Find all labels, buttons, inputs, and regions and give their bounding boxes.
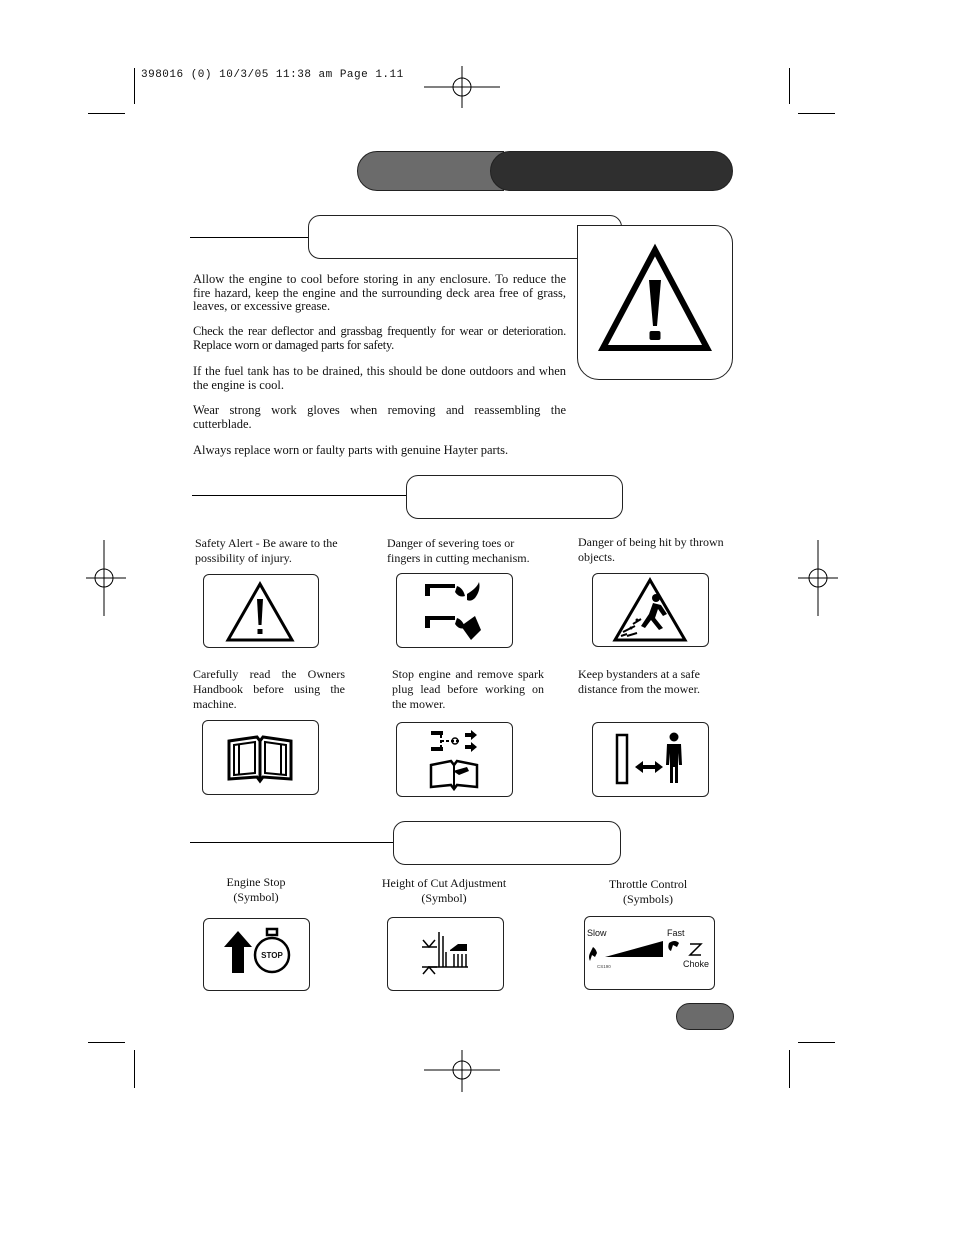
symbol-caption: Danger of severing toes or fingers in cutting mechanism.: [387, 536, 530, 565]
bystander-distance-icon: [592, 722, 709, 797]
registration-mark-icon: [798, 540, 838, 616]
print-slug: 398016 (0) 10/3/05 11:38 am Page 1.11: [141, 69, 404, 81]
crop-mark: [798, 1042, 835, 1043]
symbol-caption: [196, 875, 316, 905]
page-number-pill: [676, 1003, 734, 1030]
height-of-cut-icon: [387, 917, 504, 991]
stop-label: STOP: [261, 951, 283, 960]
open-book-icon: [202, 720, 319, 795]
throttle-code-label: CS190: [597, 964, 611, 969]
paragraph: Check the rear deflector and grassbag frequently for wear or deterioration. Replace worn or damaged parts for safety.: [193, 324, 566, 352]
header-tab-left: [357, 151, 504, 191]
crop-mark: [88, 1042, 125, 1043]
header-tab-right: [490, 151, 733, 191]
crop-mark: [798, 113, 835, 114]
caption-line: (Symbols): [622, 892, 673, 906]
thrown-objects-icon: [592, 573, 709, 647]
throttle-slow-label: Slow: [587, 928, 607, 938]
symbol-caption: [364, 876, 524, 906]
crop-mark: [88, 113, 125, 114]
crop-mark: [134, 1050, 135, 1088]
registration-mark-icon: [86, 540, 126, 616]
section-heading-box: [393, 821, 621, 865]
caption-line: (Symbol): [421, 891, 467, 905]
caption-line: (Symbol): [233, 890, 279, 904]
paragraph: Wear strong work gloves when removing and reassembling the cutterblade.: [193, 403, 566, 431]
crop-mark: [789, 1050, 790, 1088]
symbol-caption: Danger of being hit by thrown objects.: [578, 535, 724, 564]
registration-mark-icon: [424, 1050, 500, 1092]
symbol-caption: Stop engine and remove spark plug lead before working on the mower.: [392, 667, 544, 711]
symbol-caption: Keep bystanders at a safe distance from the mower.: [578, 667, 700, 696]
section-heading-box: [308, 215, 622, 259]
symbol-caption: Carefully read the Owners Handbook before using the machine.: [193, 667, 345, 711]
paragraph: Allow the engine to cool before storing in any enclosure. To reduce the fire hazard, keep the engine and the surrounding deck area free of grass, leaves, or excessive grease.: [193, 272, 566, 313]
paragraph: If the fuel tank has to be drained, this should be done outdoors and when the engine is cool.: [193, 364, 566, 392]
symbol-caption: Safety Alert - Be aware to the possibility of injury.: [195, 536, 338, 565]
severing-hazard-icon: [396, 573, 513, 648]
spark-plug-icon: [396, 722, 513, 797]
crop-mark: [134, 68, 135, 104]
paragraph: Always replace worn or faulty parts with genuine Hayter parts.: [193, 443, 509, 457]
registration-mark-icon: [424, 66, 500, 108]
caption-line: Throttle Control: [608, 877, 688, 891]
symbol-caption: [588, 877, 708, 907]
warning-triangle-icon: [578, 226, 732, 379]
caption-line: Height of Cut Adjustment: [381, 876, 507, 890]
heading-rule: [192, 495, 406, 496]
throttle-fast-label: Fast: [667, 928, 685, 938]
throttle-icon: [584, 916, 715, 990]
throttle-choke-label: Choke: [683, 959, 710, 969]
heading-rule: [190, 842, 393, 843]
engine-stop-icon: [203, 918, 310, 991]
crop-mark: [789, 68, 790, 104]
warning-panel: [577, 225, 733, 380]
caption-line: Engine Stop: [226, 875, 286, 889]
warning-triangle-icon: [203, 574, 319, 648]
heading-rule: [190, 237, 308, 238]
section-heading-box: [406, 475, 623, 519]
